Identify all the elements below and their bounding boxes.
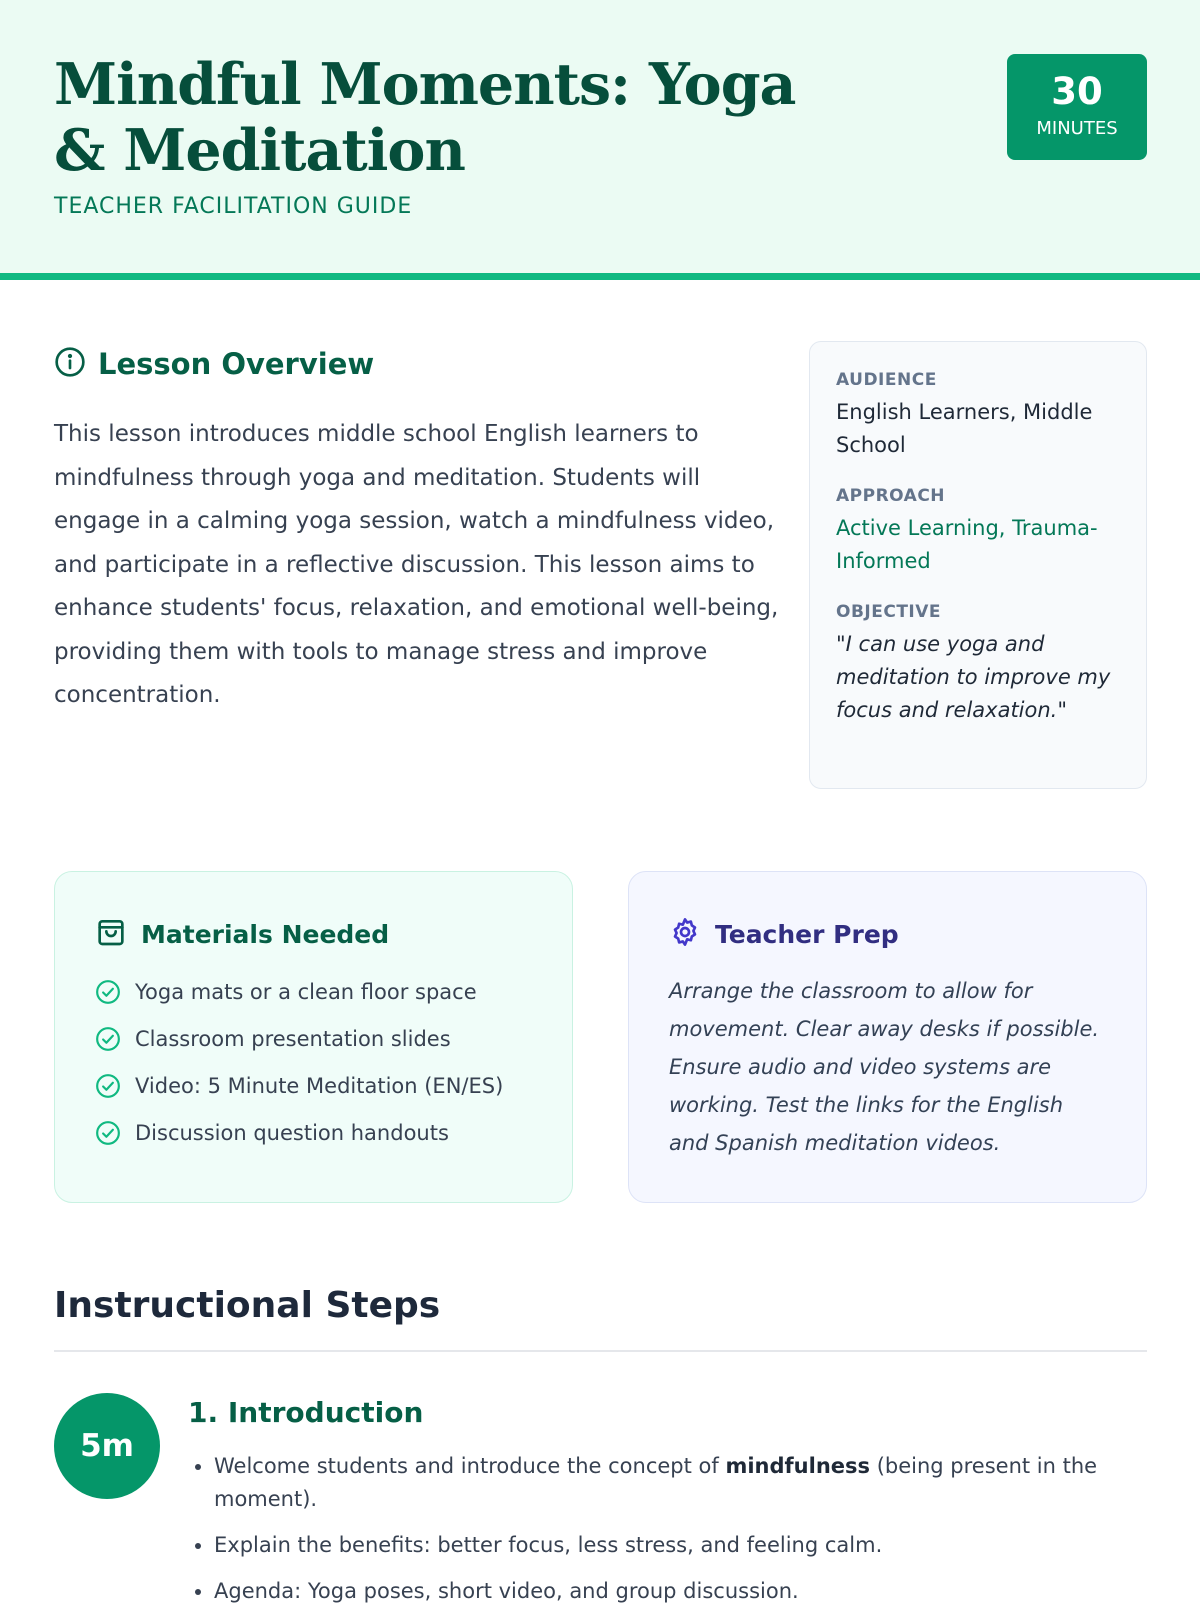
list-item — [214, 1450, 1114, 1516]
duration-value: 30 — [1051, 70, 1103, 113]
list-item — [95, 1015, 532, 1062]
overview-heading-row — [54, 344, 374, 384]
page-header — [0, 0, 1200, 280]
prep-text: Arrange the classroom to allow for movement. Clear away desks if possible. Ensure audio and video systems are working. Test the links for the English and Spanish meditation videos. — [669, 979, 1100, 1155]
audience-value: English Learners, Middle School — [836, 400, 1093, 457]
list-item: • Agenda: Yoga poses, short video, and group discussion. — [214, 1575, 1114, 1608]
list-item — [95, 1062, 532, 1109]
info-icon — [54, 346, 86, 382]
materials-heading: Materials Needed — [141, 919, 390, 949]
bullet-text: (being present in the moment). — [214, 1454, 1098, 1511]
overview-text: This lesson introduces middle school English learners to mindfulness through yoga and meditation. Students will engage in a calming yoga session, watch a mindfulness video, and participate in a reflective discussion. This lesson aims to enhance students' focus, relaxation, and emotional well-being, providing them with tools to manage stress and improve concentration. — [54, 421, 779, 708]
prep-heading: Teacher Prep — [715, 919, 899, 949]
list-item: • Explain the benefits: better focus, less stress, and feeling calm. — [214, 1529, 1114, 1562]
prep-heading-row — [669, 916, 1106, 952]
material-label: Video: 5 Minute Meditation (EN/ES) — [135, 1073, 504, 1098]
material-label: Classroom presentation slides — [135, 1026, 451, 1051]
bullet-text: Welcome students and introduce the concept of — [214, 1454, 726, 1478]
step-time-badge: 5m — [54, 1393, 160, 1499]
check-circle-icon — [95, 1026, 121, 1052]
step-bullets — [188, 1450, 1114, 1621]
approach-label: APPROACH — [836, 486, 946, 506]
list-item — [95, 1109, 532, 1156]
check-circle-icon — [95, 1073, 121, 1099]
materials-list — [95, 968, 532, 1156]
steps-divider — [54, 1350, 1147, 1352]
overview-heading: Lesson Overview — [98, 347, 375, 381]
list-item — [95, 968, 532, 1015]
materials-heading-row — [95, 916, 532, 952]
material-label: Discussion question handouts — [135, 1120, 449, 1145]
bag-icon — [95, 916, 127, 952]
objective-value: "I can use yoga and meditation to improve my focus and relaxation." — [836, 632, 1111, 722]
audience-label: AUDIENCE — [836, 370, 937, 390]
approach-value: Active Learning, Trauma-Informed — [836, 516, 1098, 573]
material-label: Yoga mats or a clean floor space — [135, 979, 477, 1004]
steps-heading: Instructional Steps — [54, 1285, 441, 1326]
step-title: 1. Introduction — [188, 1396, 424, 1429]
duration-unit: MINUTES — [1036, 118, 1118, 139]
gear-icon — [669, 916, 701, 952]
lesson-meta-panel — [809, 341, 1147, 789]
teacher-prep-card — [628, 871, 1147, 1203]
page-subtitle: TEACHER FACILITATION GUIDE — [54, 194, 413, 219]
page-title: Mindful Moments: Yoga & Meditation — [54, 51, 796, 184]
objective-label: OBJECTIVE — [836, 602, 942, 622]
materials-card — [54, 871, 573, 1203]
check-circle-icon — [95, 979, 121, 1005]
check-circle-icon — [95, 1120, 121, 1146]
duration-badge — [1007, 54, 1147, 160]
bullet-keyword: mindfulness — [725, 1454, 871, 1478]
